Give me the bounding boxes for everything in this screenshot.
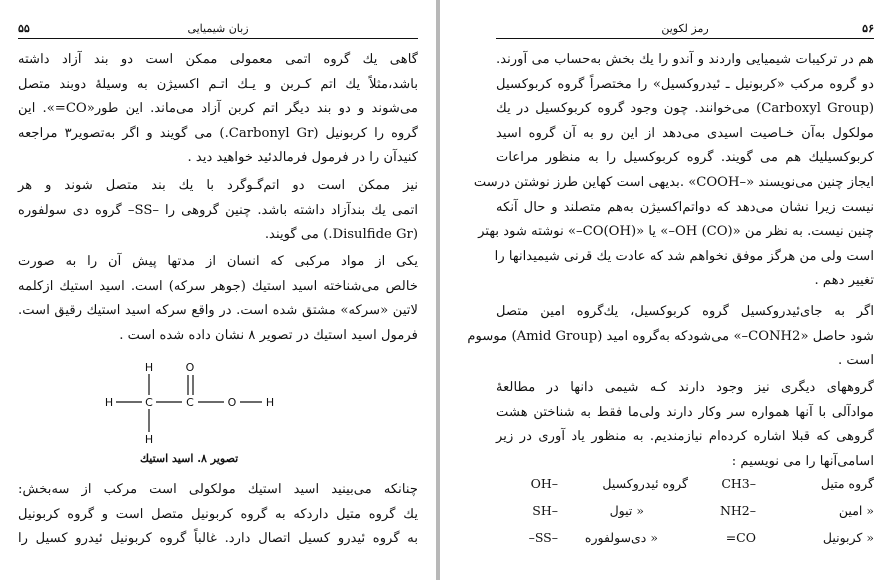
text-line: می‌شوند و دو بند دیگر اتم کربن آزاد می‌ماند. این طور«CO=». این <box>18 101 419 117</box>
hydrogen-atom: H <box>265 396 275 409</box>
text-line: (Carboxyl Group) می‌خوانند. چون وجود گروه کربوکسیل در یك <box>496 101 874 117</box>
text-line: یکی از مواد مرکبی که انسان از مدتها پیش آن را به صورت <box>18 254 418 269</box>
text-line: اسامی‌آنها را می نویسیم : <box>731 453 874 469</box>
text-line: نیز ممکن است دو اتم‌گـوگرد با یك بند متصل شوند و هر <box>18 178 418 193</box>
paragraph <box>18 478 418 552</box>
hydrogen-atom: H <box>144 433 154 446</box>
text-line: چنانکه می‌بینید اسید استیك مولکولی است مرکب از سه‌بخش: <box>18 482 418 497</box>
group-formula: –SS– <box>528 530 558 545</box>
group-name: « کربونیل <box>822 530 874 545</box>
text-line: چنین نیست. به نظر من «OH (CO)–» یا «CO(OH)–» نوشته شود بهتر <box>478 224 874 240</box>
text-line: فرمول اسید استیك در تصویر ۸ نشان داده شده است . <box>119 327 418 343</box>
hydrogen-atom: H <box>104 396 114 409</box>
text-line: اتمی یك بند‌آزاد داشته باشد. چنین گروهی را ‎–SS–‎ گروه دی سولفوره <box>18 202 419 218</box>
carbon-atom: C <box>186 396 194 409</box>
acetic-acid-structure-diagram <box>100 358 290 454</box>
text-line: مولکول به‌آن خـاصیت اسیدی می‌دهد از این رو به آن گروه اسید <box>496 125 874 141</box>
text-line: دو گروه مرکب «کربونیل ـ ئیدروکسیل» را مختصراً گروه کربوکسیل <box>496 76 874 92</box>
paragraph <box>18 250 418 348</box>
text-line: اگر به جای‌ئیدروکسیل گروه کربوکسیل، یك‌گروه امین متصل <box>496 304 874 319</box>
page-number: ۵۵ <box>18 22 30 35</box>
text-line: است ولی من هرگز موفق نخواهم شد که عادت یك قرنی شیمیدانها را <box>494 248 874 264</box>
figure-caption: تصویر ۸. اسید استیك <box>140 452 239 465</box>
text-line: نیست زیرا نشان می‌دهد که دواتم‌اکسیژن به‌هم متصلند و حال آنکه <box>496 199 874 215</box>
carbon-atom: C <box>145 396 153 409</box>
oxygen-atom: O <box>185 361 195 374</box>
group-formula: CH3– <box>721 476 756 491</box>
text-line: گاهی یك گروه اتمی معمولی ممکن است دو بند آزاد داشته <box>18 52 418 67</box>
group-formula: =CO <box>725 530 756 545</box>
text-line: تغییر دهم . <box>814 273 874 289</box>
text-line: گروهی که قبلا اشاره کرده‌ام نیازمندیم. به منظور یاد آوری در زیر <box>496 429 874 445</box>
group-formula: OH– <box>530 476 558 491</box>
text-line: خالص می‌شناخته اسید استیك (جوهر سرکه) است. اسید استیك ازکلمه <box>18 278 418 294</box>
left-page <box>0 0 436 580</box>
text-line: شود حاصل «CONH2–» می‌شودکه به‌گروه امید (Amid Group) موسوم <box>467 328 874 344</box>
text-line: است . <box>837 353 874 369</box>
paragraph <box>18 48 418 171</box>
text-line: (Disulfide Gr.) می گویند. <box>264 227 418 243</box>
page-number: ۵۶ <box>862 22 874 35</box>
running-title: زبان شیمیایی <box>187 22 249 35</box>
functional-group-table <box>496 476 874 556</box>
text-line: کربوکسیلیك هم می گویند. گروه کربوکسیل را به منظور مراعات <box>496 150 874 166</box>
group-name: گروه ئیدروکسیل <box>602 476 688 491</box>
text-line: گروههای دیگری نیز وجود دارند کـه شیمی دانها در مطالعهٔ <box>496 380 874 395</box>
text-line: به گروه ئیدرو کسیل اتصال دارد. غالباً گروه کربونیل ئیدرو کسیل را <box>18 531 418 547</box>
group-name: « امین <box>838 503 874 518</box>
text-line: گروه را کربونیل (Carbonyl Gr.) می گویند و اگر به‌تصویر۳ مراجعه <box>18 125 418 141</box>
right-page <box>440 0 884 580</box>
paragraph <box>496 376 874 474</box>
text-line: موادآلی با آنها همواره سر وکار دارند ولی‌ما فقط به شناختن هشت <box>496 404 874 420</box>
text-line: ایجاز چنین می‌نویسند‎ «COOH–» ‎.بدیهی است کهاین طرز نوشتن درست <box>473 174 874 190</box>
group-formula: SH– <box>532 503 558 518</box>
running-title: رمز لکوین <box>661 22 709 35</box>
text-line: کنید‌آن را در فرمول فرمالدئید خواهید دید . <box>187 150 418 166</box>
text-line: یك گروه متیل دارد‌که به گروه کربونیل متصل است و گروه کربونیل <box>18 506 418 522</box>
paragraph <box>473 48 874 294</box>
text-line: باشد،مثلاً یك اتم کـربن و یـك اتـم اکسیژن به وسیلهٔ دوبند متصل <box>18 76 418 92</box>
paragraph <box>467 300 874 374</box>
group-name: گروه متیل <box>820 476 874 491</box>
page-header <box>18 22 418 39</box>
group-name: « تیول <box>609 503 644 518</box>
page-header <box>496 22 874 39</box>
oxygen-atom: O <box>227 396 237 409</box>
paragraph <box>18 174 418 248</box>
group-name: « دی‌سولفوره <box>584 530 658 545</box>
text-line: هم در ترکیبات شیمیایی واردند و آندو را یك بخش به‌حساب می آورند. <box>496 52 874 67</box>
text-line: لاتین «سرکه» مشتق شده است. در واقع سرکه اسید استیك رقیق است. <box>18 303 418 319</box>
group-formula: NH2– <box>719 503 756 518</box>
hydrogen-atom: H <box>144 361 154 374</box>
